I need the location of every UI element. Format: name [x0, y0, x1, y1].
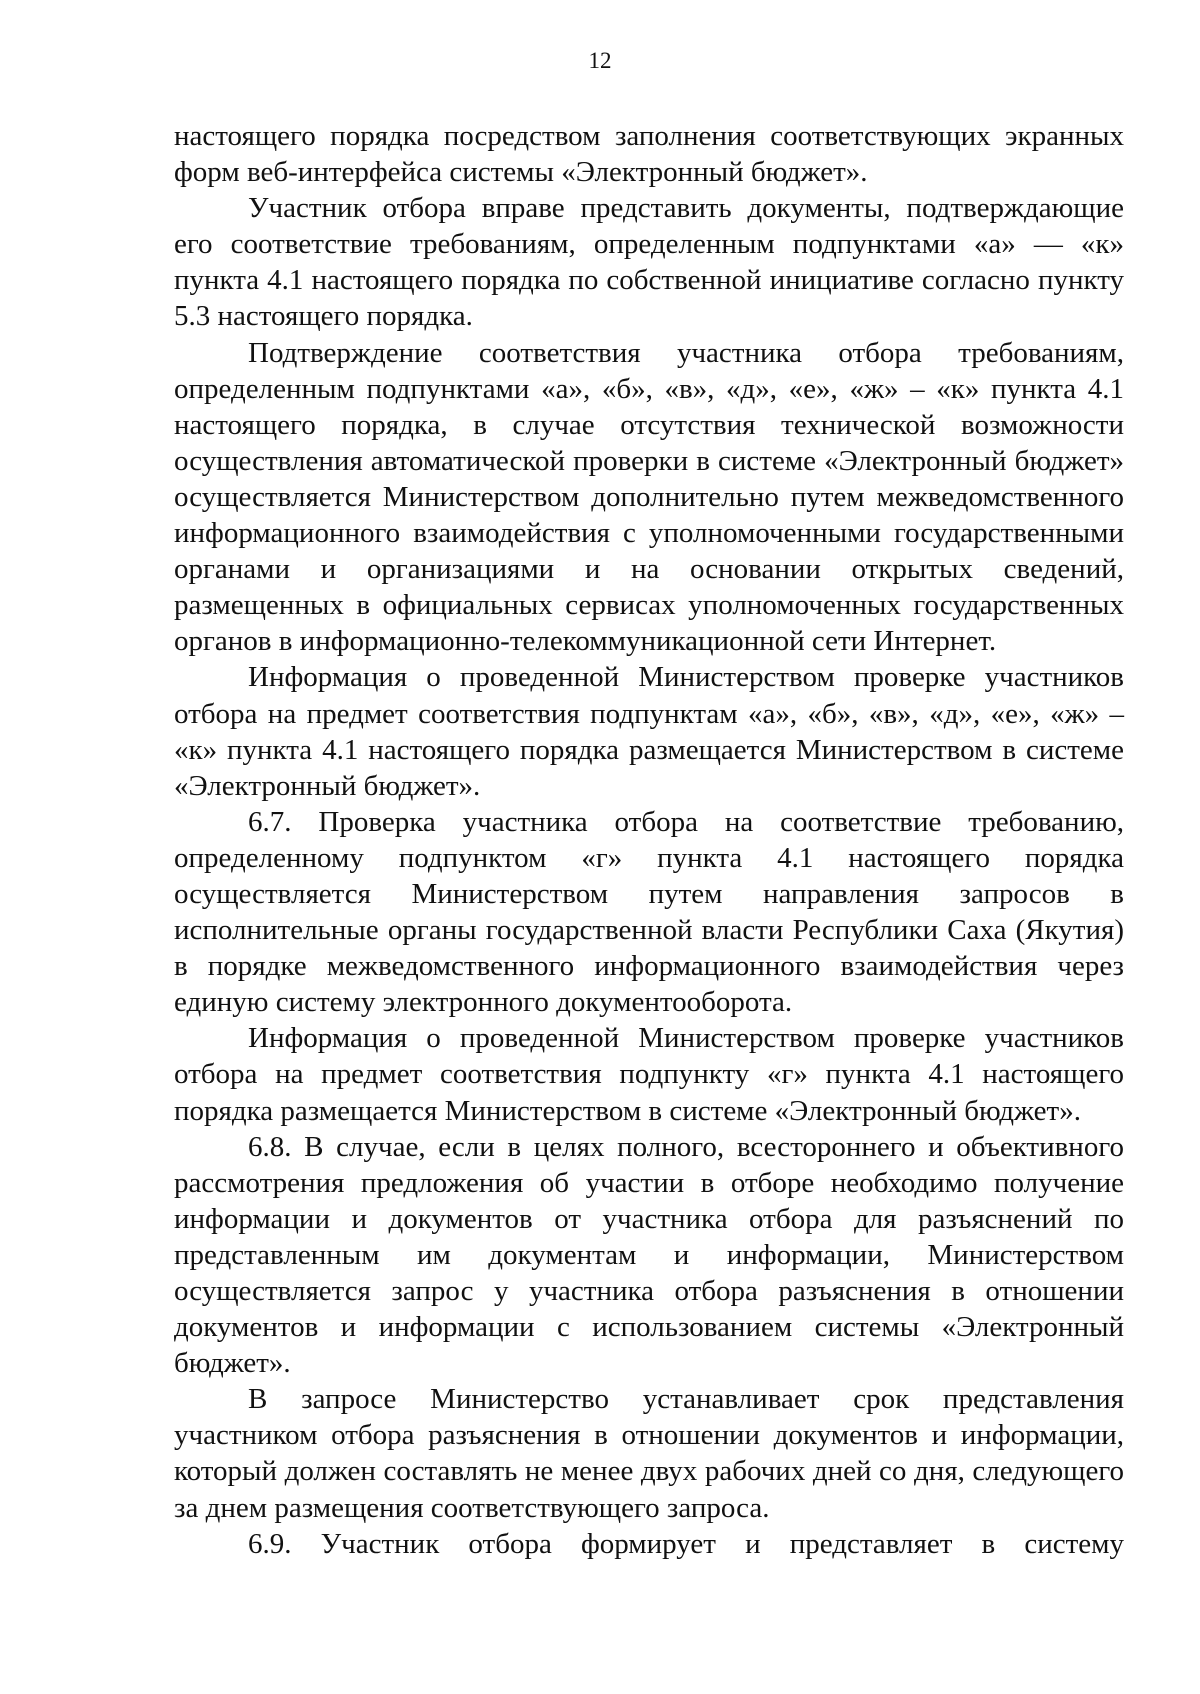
paragraph-6-9: 6.9. Участник отбора формирует и представляет в систему [248, 1527, 1124, 1560]
paragraph-request-deadline: В запросе Министерство устанавливает срок представления участником отбора разъяснения в отношении документов и информации, который должен составлять не менее двух рабочих дней со дня, следующего за днем размещения соответствующего запроса. [174, 1383, 1124, 1524]
paragraph-check-info-g: Информация о проведенной Министерством проверке участников отбора на предмет соответствия подпункту «г» пункта 4.1 настоящего порядка размещается Министерством в системе «Электронный бюджет». [174, 1022, 1124, 1127]
paragraph-documents-right: Участник отбора вправе представить документы, подтверждающие его соответствие требованиям, определенным подпунктами «а» — «к» пункта 4.1 настоящего порядка по собственной инициативе согласно пункту 5.3 настоящего порядка. [174, 192, 1124, 333]
paragraph-6-7: 6.7. Проверка участника отбора на соответствие требованию, определенному подпунктом «г» пункта 4.1 настоящего порядка осуществляется Министерством путем направления запросов в исполнительные органы государственной власти Республики Саха (Якутия) в порядке межведомственного информационного взаимодействия через единую систему электронного документооборота. [174, 805, 1124, 1019]
paragraph-confirmation: Подтверждение соответствия участника отбора требованиям, определенным подпунктами «а», «б», «в», «д», «е», «ж» – «к» пункта 4.1 настоящего порядка, в случае отсутствия технической возможности осуществления автоматической проверки в системе «Электронный бюджет» осуществляется Министерством дополнительно путем межведомственного информационного взаимодействия с уполномоченными государственными органами и организациями и на основании открытых сведений, размещенных в официальных сервисах уполномоченных государственных органов в информационно-телекоммуникационной сети Интернет. [174, 336, 1124, 658]
paragraph-6-8: 6.8. В случае, если в целях полного, всестороннего и объективного рассмотрения предложения об участии в отборе необходимо получение информации и документов от участника отбора для разъяснений по представленным им документам и информации, Министерством осуществляется запрос у участника отбора разъяснения в отношении документов и информации с использованием системы «Электронный бюджет». [174, 1130, 1124, 1380]
paragraph-check-info: Информация о проведенной Министерством проверке участников отбора на предмет соответствия подпунктам «а», «б», «в», «д», «е», «ж» – «к» пункта 4.1 настоящего порядка размещается Министерством в системе «Электронный бюджет». [174, 661, 1124, 802]
paragraph-continuation: настоящего порядка посредством заполнения соответствующих экранных форм веб-интерфейса системы «Электронный бюджет». [174, 120, 1124, 189]
page-number: 12 [588, 48, 612, 73]
document-body [174, 118, 1124, 1562]
